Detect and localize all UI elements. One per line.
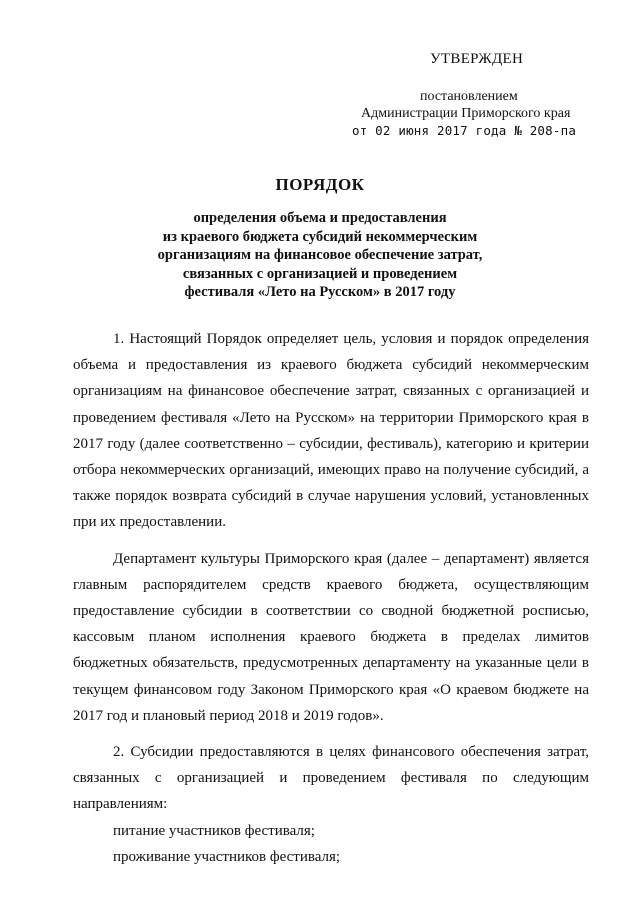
list-item: питание участников фестиваля; [113, 822, 315, 839]
list-item: проживание участников фестиваля; [113, 848, 341, 865]
approved-heading: УТВЕРЖДЕН [430, 51, 524, 67]
subtitle-line: связанных с организацией и проведением [182, 265, 458, 282]
subtitle-line: определения объема и предоставления [193, 210, 447, 226]
document-subtitle [0, 209, 640, 302]
resolution-line-1: постановлением [420, 89, 518, 104]
resolution-line-2: Администрации Приморского края [361, 106, 571, 121]
paragraph-2: Департамент культуры Приморского края (далее – департамент) является главным распорядителем средств краевого бюджета, осуществляющим предоставление субсидии в соответствии со сводной бюджетной росписью, кассовым планом исполнения краевого бюджета в пределах лимитов бюджетных обязательств, предусмотренных департаменту на указанные цели в текущем финансовом году Законом Приморского края «О краевом бюджете на 2017 год и плановый период 2018 и 2019 годов». [73, 550, 589, 724]
paragraph-3: 2. Субсидии предоставляются в целях финансового обеспечения затрат, связанных с организацией и проведением фестиваля по следующим направлениям: [73, 744, 589, 813]
document-body [73, 326, 589, 870]
paragraph-1: 1. Настоящий Порядок определяет цель, условия и порядок определения объема и предоставления из краевого бюджета субсидий некоммерческим организациям на финансовое обеспечение затрат, связанных с организацией и проведением фестиваля «Лето на Русском» на территории Приморского края в 2017 году (далее соответственно – субсидии, фестиваль), категорию и критерии отбора некоммерческих организаций, имеющих право на получение субсидий, а также порядок возврата субсидий в случае нарушения условий, установленных при их предоставлении. [73, 331, 589, 531]
document-title: ПОРЯДОК [275, 175, 365, 194]
resolution-date-number: от 02 июня 2017 года № 208-па [352, 123, 577, 138]
subtitle-line: организациям на финансовое обеспечение затрат, [157, 247, 483, 263]
subtitle-line: фестиваля «Лето на Русском» в 2017 году [184, 284, 456, 300]
subtitle-line: из краевого бюджета субсидий некоммерческим [162, 228, 478, 245]
